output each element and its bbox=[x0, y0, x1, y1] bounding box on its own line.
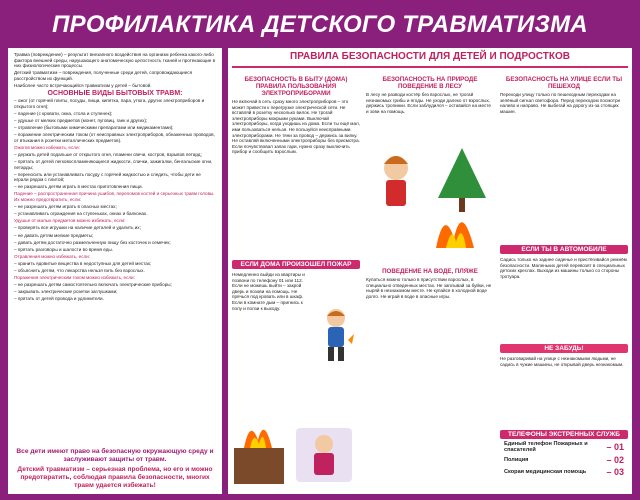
col-home-fire-text: Немедленно выйди из квартиры и позвони по телефону 01 или 112. Если не можешь выйти – закрой дверь и позови на помощь. Не прячься под кровать или в шкаф. Если в комнате дым – пригнись к полу и ползи к выходу. bbox=[232, 272, 305, 311]
list1-item: – удушье от мелких предметов (монет, пуговиц, гаек и других); bbox=[14, 117, 148, 123]
col-remember-heading: НЕ ЗАБУДЬ! bbox=[500, 344, 628, 353]
col-street bbox=[500, 76, 628, 428]
col-nature-title: БЕЗОПАСНОСТЬ НА ПРИРОДЕ ПОВЕДЕНИЕ В ЛЕСУ bbox=[382, 76, 478, 90]
phone-label: Единый телефон Пожарных и спасателей bbox=[504, 441, 588, 453]
left-footer bbox=[14, 448, 216, 490]
list5-item: – хранить ядовитые вещества в недоступных для детей местах; bbox=[14, 260, 152, 266]
kid-electrical-illustration bbox=[314, 306, 358, 366]
heading-main-injuries: ОСНОВНЫЕ ВИДЫ БЫТОВЫХ ТРАВМ: bbox=[47, 89, 183, 97]
list2-item: – держать детей подальше от открытого огня, пламени свечи, костров, взрывов петард; bbox=[14, 151, 202, 157]
phone-row bbox=[504, 467, 624, 477]
list6-item: – прятать от детей провода и удлинители. bbox=[14, 296, 104, 302]
emergency-phones bbox=[500, 430, 628, 490]
outro-text: Все дети имеют право на безопасную окружающую среду и заслуживают защиты от травм. bbox=[16, 448, 214, 463]
col-street-text: Переходи улицу только по пешеходным переходам на зелёный сигнал светофора. Перед переходом посмотри налево и направо. Не выбегай на дорогу из-за стоящих машин. bbox=[500, 92, 621, 114]
header-divider bbox=[232, 66, 628, 68]
list1-item: – ожог (от горячей плиты, посуды, пищи, кипятка, пара, утюга, других электроприборов и открытого огня); bbox=[14, 98, 205, 109]
col-street-title: БЕЗОПАСНОСТЬ НА УЛИЦЕ ЕСЛИ ТЫ ПЕШЕХОД bbox=[505, 76, 623, 90]
list4-item: – проверять все игрушки на наличие деталей и удалить их; bbox=[14, 225, 141, 231]
heading-choking: Удушье от малых предметов можно избежать, если: bbox=[14, 218, 126, 224]
rules-heading: ПРАВИЛА БЕЗОПАСНОСТИ ДЛЯ ДЕТЕЙ И ПОДРОСТКОВ bbox=[290, 51, 570, 62]
list2-item: – не разрешать детям играть в местах приготовления пищи. bbox=[14, 184, 143, 190]
list1-item: – отравление (бытовыми химическими препаратами или медикаментами); bbox=[14, 125, 174, 131]
col-water-title: ПОВЕДЕНИЕ НА ВОДЕ, ПЛЯЖЕ bbox=[382, 268, 478, 275]
phones-heading: ТЕЛЕФОНЫ ЭКСТРЕННЫХ СЛУЖБ bbox=[500, 430, 628, 439]
list1-item: – падение (с кровати, окна, стола и ступенек); bbox=[14, 110, 113, 116]
col-home-text: Не включай в сеть сразу много электроприборов – это может привести к перегрузке электрической сети. Не вставляй в розетку несколько вилок. Не трогай электроприборы мокрыми руками. Выключай электроприборы, когда уходишь из дома. Если ты ещё мал, ими пользоваться нельзя. Не пользуйся неисправными электроприборами. Не тяни за провод – держись за вилку. Не оставляй включенными электроприборы без присмотра. Если почувствовал запах гари, нужно сразу выключить прибор и сообщить взрослым. bbox=[232, 99, 360, 155]
list4-item: – давать детям достаточно размельченную пищу без косточек и семечек; bbox=[14, 239, 171, 245]
list5-item: – объяснить детям, что лекарства нельзя пить без взрослых. bbox=[14, 268, 145, 273]
phone-number: – 03 bbox=[606, 467, 624, 477]
intro-1: Травма (повреждение) – результат внезапного воздействия на организм ребенка какого-либо фактора внешней среды, нарушающего анатомическую целостность тканей и протекающие в них физиологические процессы. bbox=[14, 52, 216, 69]
intro-3: Наиболее часто встречающийся травматизм у детей – бытовой. bbox=[14, 82, 152, 88]
fire-scene-illustration bbox=[232, 398, 360, 488]
right-panel bbox=[228, 48, 632, 494]
list3-item: – не разрешать детям играть в опасных местах; bbox=[14, 204, 117, 210]
phone-row bbox=[504, 441, 624, 453]
final-text: Детский травматизм – серьезная проблема, но его и можно предотвратить, соблюдая правила безопасности, многих травм удается избежать! bbox=[17, 466, 213, 489]
list6-item: – не разрешать детям самостоятельно включать электрические приборы; bbox=[14, 282, 172, 288]
page-title: ПРОФИЛАКТИКА ДЕТСКОГО ТРАВМАТИЗМА bbox=[52, 11, 588, 38]
list3-item: – устанавливать ограждения на ступеньках, окнах и балконах. bbox=[14, 211, 148, 217]
campfire-icon bbox=[366, 138, 494, 266]
phone-number: – 02 bbox=[606, 455, 624, 465]
col-home-title: БЕЗОПАСНОСТЬ В БЫТУ (ДОМА) ПРАВИЛА ПОЛЬЗОВАНИЯ ЭЛЕКТРОПРИБОРАМИ bbox=[244, 76, 348, 97]
col-home-fire-heading: ЕСЛИ ДОМА ПРОИЗОШЕЛ ПОЖАР bbox=[232, 260, 360, 269]
list1-item: – поражение электрическим током (от неисправных электроприборов, обнаженных проводов, от втыкания в розетки металлических предметов). bbox=[14, 132, 215, 143]
col-water-text: Купаться можно только в присутствии взрослых, в специально отведенных местах. Не заплывай за буйки, не ныряй в незнакомом месте. Не купайся в холодной воде долго. Не играй в воде в опасные игры. bbox=[366, 277, 492, 299]
forest-illustration-area bbox=[366, 138, 494, 266]
list4-item: – не давать детям мелкие предметы; bbox=[14, 232, 94, 238]
col-remember-text: Не разговаривай на улице с незнакомыми людьми, не садись в чужие машины, не открывай дверь незнакомым. bbox=[500, 356, 624, 367]
phone-label: Полиция bbox=[504, 457, 529, 463]
intro-2: Детский травматизм – повреждения, полученные среди детей, сопровождающиеся расстройством их функций. bbox=[14, 70, 193, 81]
list2-item: – прятать от детей легковоспламеняющиеся жидкости, спички, зажигалки, бенгальские огни, петарды; bbox=[14, 159, 213, 170]
list4-item: – прятать разговоры и шалости во время еды. bbox=[14, 246, 113, 252]
child-icon bbox=[314, 306, 358, 366]
col-car-text: Садись только на заднее сиденье и пристёгивайся ремнём безопасности. Маленьких детей перевозят в специальных детских креслах. Выходи из машины только со стороны тротуара. bbox=[500, 257, 627, 279]
heading-poisoning: Отравления можно избежать, если: bbox=[14, 253, 90, 259]
left-panel bbox=[8, 48, 222, 494]
phone-number: – 01 bbox=[606, 442, 624, 452]
left-text bbox=[8, 48, 222, 307]
phone-label: Скорая медицинская помощь bbox=[504, 469, 587, 475]
col-car-heading: ЕСЛИ ТЫ В АВТОМОБИЛЕ bbox=[500, 245, 628, 254]
heading-electric: Поражения электрическим током можно избежать, если: bbox=[14, 275, 135, 281]
list2-item: – переносить или устанавливать посуду с горячей жидкостью и следить, чтобы дети не играли рядом с плитой; bbox=[14, 171, 201, 183]
fire-icon bbox=[232, 398, 360, 488]
list6-item: – закрывать электрические розетки заглушками; bbox=[14, 289, 118, 295]
heading-burns: Ожогов можно избежать, если: bbox=[14, 144, 80, 150]
col-nature-text: В лесу не разводи костёр без взрослых, не трогай незнакомых грибы и ягоды. Не уходи далеко от взрослых, держись тропинки. Если заблудился – оставайся на месте и зови на помощь. bbox=[366, 92, 491, 114]
col-nature bbox=[366, 76, 494, 475]
heading-falls: Падение – распространенная причина ушибов, переломов костей и серьезных травм головы. Их можно предотвратить, если: bbox=[14, 191, 215, 203]
col-home bbox=[232, 76, 360, 332]
phone-row bbox=[504, 455, 624, 465]
